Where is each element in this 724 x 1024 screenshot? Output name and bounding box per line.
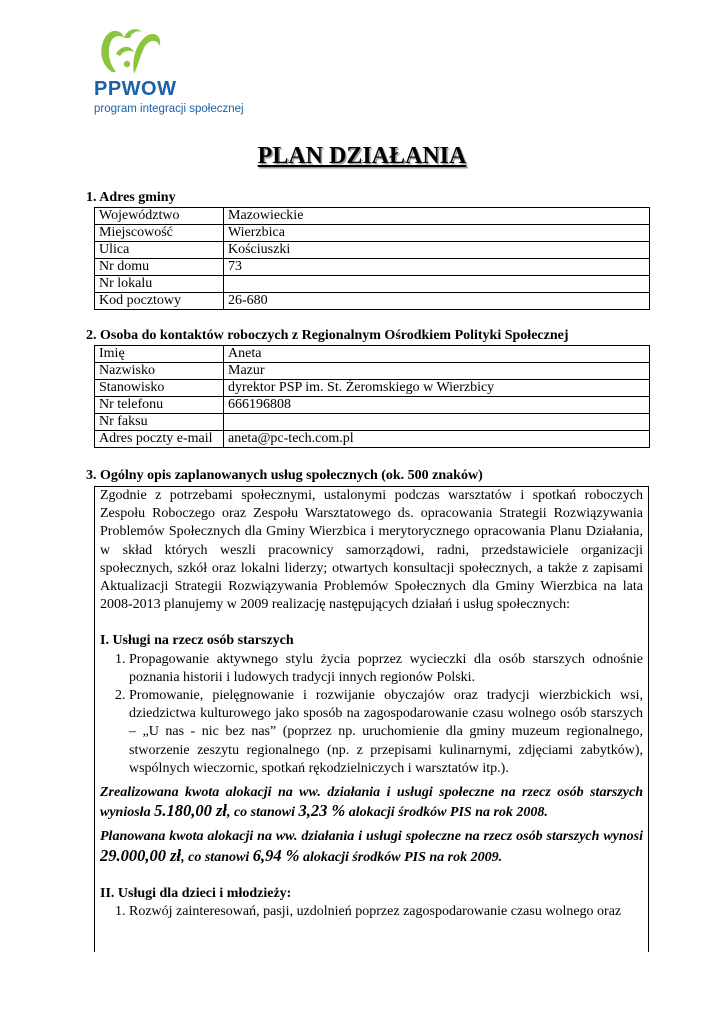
table-label: Adres poczty e-mail bbox=[95, 431, 224, 448]
allocation-2009-amount: 29.000,00 zł bbox=[100, 845, 182, 865]
ppwow-logo bbox=[88, 24, 278, 116]
part-1-heading: I. Usługi na rzecz osób starszych bbox=[100, 633, 294, 649]
intro-paragraph: Zgodnie z potrzebami społecznymi, ustalonymi podczas warsztatów i spotkań roboczych Zespołu Roboczego oraz Zespołu Warsztatowego ds. opracowania Strategii Rozwiązywania Problemów Społecznych dla Gminy Wierzbica i merytorycznego opracowania Planu Działania, w skład których weszli pracownicy samorządowi, radni, przedstawiciele organizacji społecznych, szkół oraz lokalni liderzy; otwartych konsultacji społecznych, a także z zapisami Aktualizacji Strategii Rozwiązywania Problemów Społecznych dla Gminy Wierzbica na lata 2008-2013 planujemy w 2009 realizację następujących działań i usług społecznych: bbox=[100, 488, 643, 613]
table-value: Kościuszki bbox=[224, 242, 650, 259]
table-row bbox=[95, 397, 650, 414]
table-row bbox=[95, 431, 650, 448]
list-item: 1. Rozwój zainteresowań, pasji, uzdolnień poprzez zagospodarowanie czasu wolnego oraz bbox=[129, 903, 643, 921]
table-row bbox=[95, 276, 650, 293]
table-label: Imię bbox=[95, 346, 224, 363]
table-row bbox=[95, 363, 650, 380]
table-label: Województwo bbox=[95, 208, 224, 225]
table-row bbox=[95, 242, 650, 259]
section-2-heading: 2. Osoba do kontaktów roboczych z Regionalnym Ośrodkiem Polityki Społecznej bbox=[86, 328, 569, 343]
table-label: Kod pocztowy bbox=[95, 293, 224, 310]
services-description-box bbox=[94, 486, 649, 952]
table-row bbox=[95, 380, 650, 397]
part-2-heading: II. Usługi dla dzieci i młodzieży: bbox=[100, 885, 292, 901]
table-row bbox=[95, 414, 650, 431]
allocation-2009-percent: 6,94 % bbox=[252, 845, 300, 865]
table-label: Nr lokalu bbox=[95, 276, 224, 293]
table-label: Nr telefonu bbox=[95, 397, 224, 414]
table-value: aneta@pc-tech.com.pl bbox=[224, 431, 650, 448]
part-1-list bbox=[100, 651, 643, 778]
table-value bbox=[224, 414, 650, 431]
table-label: Nr faksu bbox=[95, 414, 224, 431]
table-value bbox=[224, 276, 650, 293]
leaf-people-icon bbox=[94, 24, 164, 80]
section-3-heading: 3. Ogólny opis zaplanowanych usług społecznych (ok. 500 znaków) bbox=[86, 468, 483, 483]
table-label: Ulica bbox=[95, 242, 224, 259]
section-1-heading: 1. Adres gminy bbox=[86, 190, 176, 205]
table-label: Miejscowość bbox=[95, 225, 224, 242]
table-value: dyrektor PSP im. St. Żeromskiego w Wierzbicy bbox=[224, 380, 650, 397]
list-item: 1. Propagowanie aktywnego stylu życia poprzez wycieczki dla osób starszych odnośnie poznania historii i ludowych tradycji innych regionów Polski. bbox=[129, 651, 643, 687]
table-row bbox=[95, 225, 650, 242]
logo-tagline: program integracji społecznej bbox=[94, 103, 244, 115]
table-value: Wierzbica bbox=[224, 225, 650, 242]
table-value: 26-680 bbox=[224, 293, 650, 310]
table-label: Nr domu bbox=[95, 259, 224, 276]
list-item: 2. Promowanie, pielęgnowanie i rozwijanie obyczajów oraz tradycji wierzbickich wsi, dziedzictwa kulturowego jako sposób na zagospodarowanie czasu wolnego osób starszych – „U nas - nic bez nas” (poprzez np. uruchomienie dla gminy muzeum regionalnego, stworzenie zeszytu regionalnego (np. z przepisami kulinarnymi, zdjęciami zabytków), wspólnych wieczornic, spotkań rękodzielniczych i warsztatów itp.). bbox=[129, 687, 643, 778]
table-label: Stanowisko bbox=[95, 380, 224, 397]
logo-acronym: PPWOW bbox=[94, 78, 177, 100]
table-row bbox=[95, 346, 650, 363]
allocation-2008: Zrealizowana kwota alokacji na ww. działania i usługi społeczne na rzecz osób starszych wyniosła 5.180,00 zł, co stanowi 3,23 % alokacji środków PIS na rok 2008. bbox=[100, 785, 643, 821]
part-2-list bbox=[100, 903, 643, 921]
allocation-2008-amount: 5.180,00 zł bbox=[154, 801, 227, 821]
table-label: Nazwisko bbox=[95, 363, 224, 380]
table-row bbox=[95, 259, 650, 276]
allocation-2008-percent: 3,23 % bbox=[298, 801, 346, 821]
address-table bbox=[94, 207, 650, 310]
table-value: 73 bbox=[224, 259, 650, 276]
table-value: 666196808 bbox=[224, 397, 650, 414]
table-value: Aneta bbox=[224, 346, 650, 363]
page-title: PLAN DZIAŁANIA bbox=[257, 143, 467, 169]
table-row bbox=[95, 208, 650, 225]
contact-table bbox=[94, 345, 650, 448]
table-row bbox=[95, 293, 650, 310]
table-value: Mazur bbox=[224, 363, 650, 380]
allocation-2009: Planowana kwota alokacji na ww. działania i usługi społeczne na rzecz osób starszych wynosi 29.000,00 zł, co stanowi 6,94 % alokacji środków PIS na rok 2009. bbox=[100, 829, 643, 865]
table-value: Mazowieckie bbox=[224, 208, 650, 225]
